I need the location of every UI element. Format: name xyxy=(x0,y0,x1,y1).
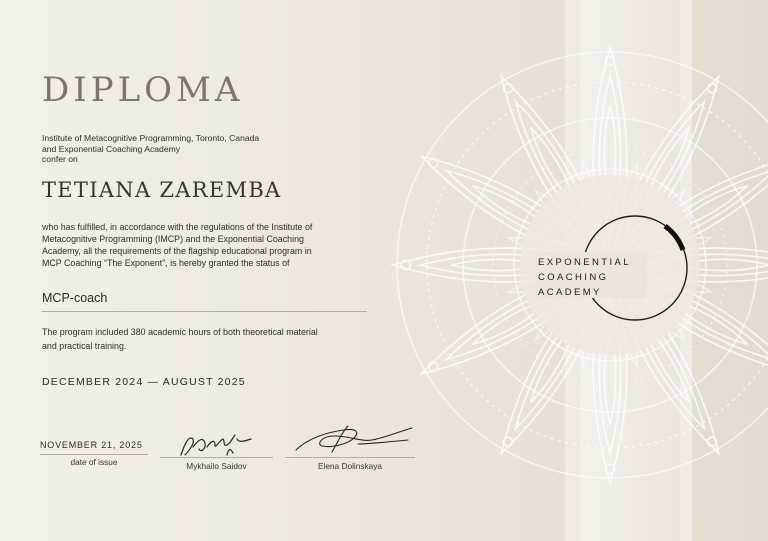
program-description xyxy=(42,325,412,353)
issue-date: NOVEMBER 21, 2025 xyxy=(40,440,143,450)
statement-line: Academy, all the requirements of the flagship educational program in xyxy=(42,246,312,257)
issuer-line: and Exponential Coaching Academy xyxy=(42,143,181,154)
status-underline xyxy=(42,311,367,312)
signature-elena-dolinskaya xyxy=(288,420,416,460)
statement-line: MCP Coaching “The Exponent”, is hereby granted the status of xyxy=(42,258,290,269)
logo-ring-accent xyxy=(665,226,683,250)
diploma-title: DIPLOMA xyxy=(42,70,244,110)
signatory-name: Elena Dolinskaya xyxy=(317,461,383,471)
issuer-line: confer on xyxy=(42,154,78,165)
logo-text-line: COACHING xyxy=(538,272,609,283)
academy-logo xyxy=(525,210,695,330)
logo-text-line: EXPONENTIAL xyxy=(538,257,631,268)
granted-status: MCP-coach xyxy=(42,291,108,305)
signature-rule xyxy=(285,457,415,458)
logo-text-line: ACADEMY xyxy=(538,287,602,298)
signatory-name: Mykhailo Saidov xyxy=(186,461,247,471)
diploma-statement xyxy=(42,221,407,269)
statement-line: Metacognitive Programming (IMCP) and the Exponential Coaching xyxy=(42,234,304,245)
program-period: DECEMBER 2024 — AUGUST 2025 xyxy=(42,376,246,388)
issuing-institutions xyxy=(42,133,342,165)
issue-date-rule xyxy=(40,454,148,455)
issuer-line: Institute of Metacognitive Programming, Toronto, Canada xyxy=(42,133,260,143)
issue-date-label: date of issue xyxy=(70,457,118,467)
recipient-name: TETIANA ZAREMBA xyxy=(42,178,282,202)
program-line: and practical training. xyxy=(42,341,127,351)
statement-line: who has fulfilled, in accordance with the regulations of the Institute of xyxy=(42,222,313,232)
signature-rule xyxy=(160,457,273,458)
program-line: The program included 380 academic hours of both theoretical material xyxy=(42,327,318,337)
